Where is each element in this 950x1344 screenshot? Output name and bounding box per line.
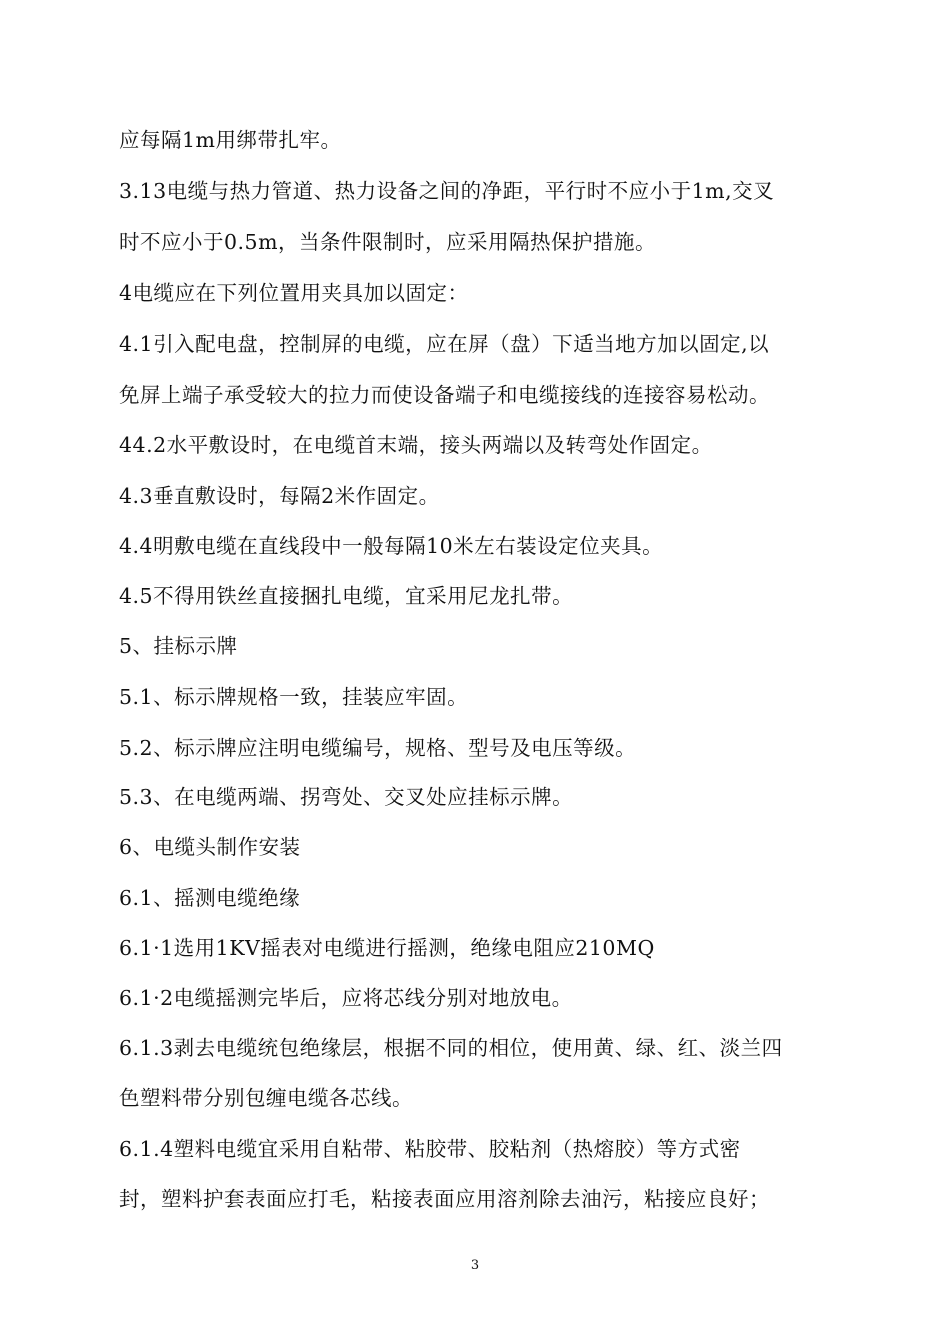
text-line: 5.1、标示牌规格一致，挂装应牢固。 bbox=[119, 685, 469, 709]
text-line: 3.13电缆与热力管道、热力设备之间的净距，平行时不应小于1m,交叉 bbox=[119, 179, 775, 203]
text-line: 免屏上端子承受较大的拉力而使设备端子和电缆接线的连接容易松动。 bbox=[119, 383, 770, 407]
text-line: 时不应小于0.5m，当条件限制时，应采用隔热保护措施。 bbox=[119, 230, 657, 254]
text-line: 6.1·1选用1KV摇表对电缆进行摇测，绝缘电阻应210MQ bbox=[119, 936, 655, 960]
text-line: 5.3、在电缆两端、拐弯处、交叉处应挂标示牌。 bbox=[119, 785, 574, 809]
text-line: 4.5不得用铁丝直接捆扎电缆，宜采用尼龙扎带。 bbox=[119, 584, 574, 608]
section-heading: 6、电缆头制作安装 bbox=[119, 835, 301, 859]
page-number: 3 bbox=[470, 1258, 480, 1273]
text-line: 4.4明敷电缆在直线段中一般每隔10米左右装设定位夹具。 bbox=[119, 534, 664, 558]
text-line: 5.2、标示牌应注明电缆编号，规格、型号及电压等级。 bbox=[119, 736, 637, 760]
text-line: 4.3垂直敷设时，每隔2米作固定。 bbox=[119, 484, 440, 508]
text-line: 6.1·2电缆摇测完毕后，应将芯线分别对地放电。 bbox=[119, 986, 573, 1010]
text-line: 44.2水平敷设时，在电缆首末端，接头两端以及转弯处作固定。 bbox=[119, 433, 713, 457]
text-line: 应每隔1m用绑带扎牢。 bbox=[119, 128, 342, 152]
text-line: 封，塑料护套表面应打毛，粘接表面应用溶剂除去油污，粘接应良好； bbox=[119, 1187, 770, 1211]
text-line: 6.1.4塑料电缆宜采用自粘带、粘胶带、胶粘剂（热熔胶）等方式密 bbox=[119, 1137, 741, 1161]
text-line: 4.1引入配电盘，控制屏的电缆，应在屏（盘）下适当地方加以固定,以 bbox=[119, 332, 770, 356]
section-heading: 5、挂标示牌 bbox=[119, 634, 238, 658]
text-line: 4电缆应在下列位置用夹具加以固定： bbox=[119, 281, 469, 305]
text-line: 色塑料带分别包缠电缆各芯线。 bbox=[119, 1086, 413, 1110]
text-line: 6.1.3剥去电缆统包绝缘层，根据不同的相位，使用黄、绿、红、淡兰四 bbox=[119, 1036, 783, 1060]
text-line: 6.1、摇测电缆绝缘 bbox=[119, 886, 301, 910]
